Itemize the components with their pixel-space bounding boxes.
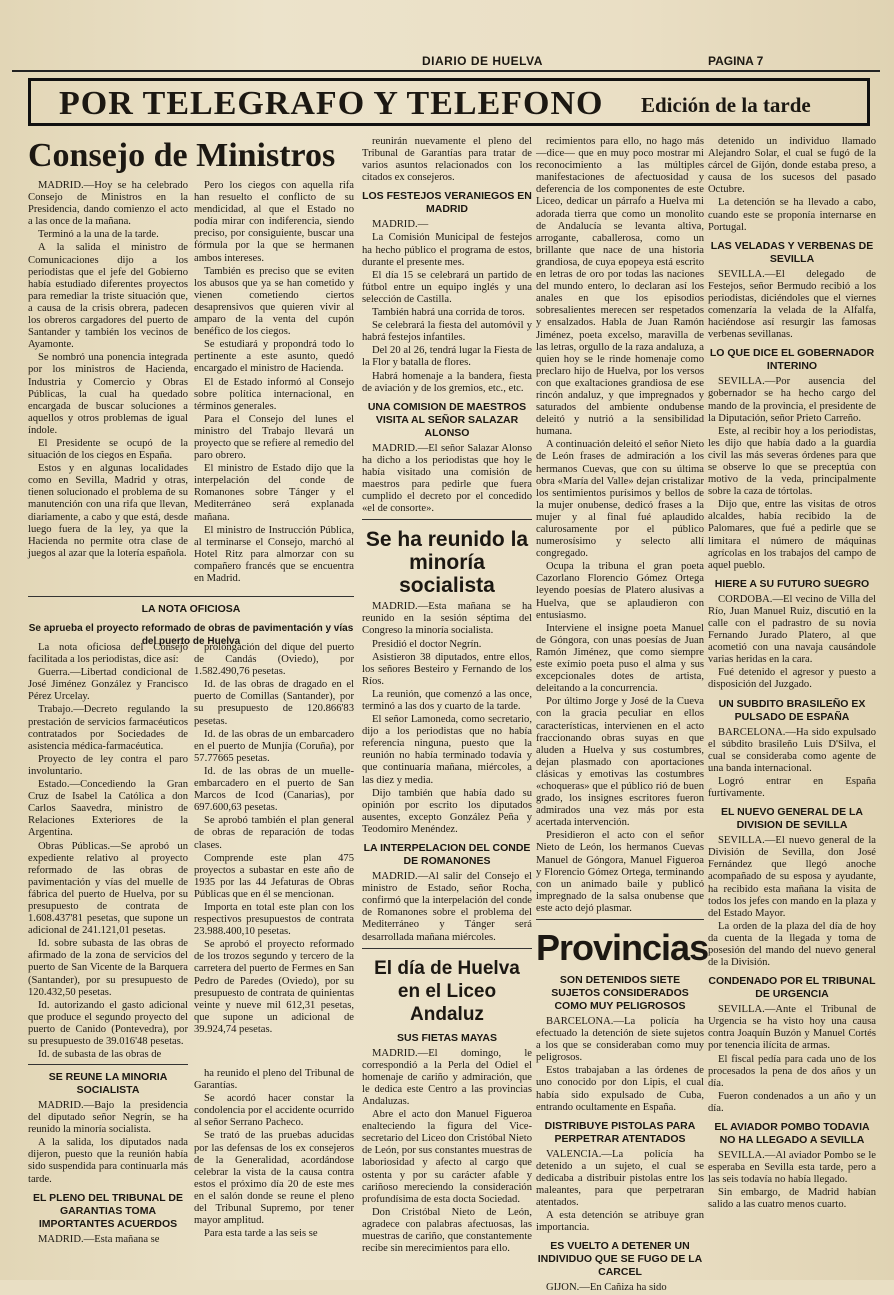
paragraph: SEVILLA.—El delegado de Festejos, señor Bermudo recibió a los periodistas, diciéndoles que el viernes comenzaría la velada de la Alfalfa, haciéndose así resurgir las famosas verbenas sevillanas.	[708, 268, 876, 341]
paragraph: MADRID.—Al salir del Consejo el ministro de Estado, señor Rocha, confirmó que la interpelación del conde de Romanones sobre el problema del Mediterráneo y Tánger será desarrollada mañana miércoles.	[362, 871, 532, 943]
gobernador-title: LO QUE DICE EL GOBERNADOR INTERINO	[709, 347, 875, 373]
minoria-socialista-title: Se ha reunido la minoría socialista	[365, 528, 529, 598]
column-3	[362, 136, 532, 1276]
paragraph: Trabajo.—Decreto regulando la prestación de servicios farmacéuticos contratados por Sociedades de asistencia médica-farmacéutica.	[28, 704, 188, 752]
paragraph: Para esta tarde a las seis se	[204, 1228, 318, 1240]
paragraph: SEVILLA.—El nuevo general de la División de Sevilla, don José Fernández que llegó anoche acompañado de su esposa y ayudante, ha recibido esta mañana la visita de todos los jefes con mando en la plaza y del Estado Mayor.	[708, 835, 876, 919]
paragraph: A continuación deleitó el señor Nieto de León frases de admiración a los hermanos Cuevas, que con su última obra «María del Valle» dejan cristalizar los sentimientos purísimos y bellos de la mujer onubense, dedicó frases a la mujer y al final fué aplaudido calurosamente por el público numerosísimo y selecto allí congregado.	[536, 439, 704, 560]
paragraph: recimientos para ello, no hago más —dice— que en muy poco mostrar mi reconocimiento a las múltiples manifestaciones de afectuosidad y deferencia de los componentes de este Liceo, dedicar un párrafo a Huelva mi adorada tierra que como un monolito de Andalucía se levanta altiva, arrogante, caballerosa, como un brillante que nace de una historia grandiosa, de cuya epopeya está escrito en letras de oro por todas las naciones del mundo entero, lo declaran así los anales en que los episodios sobresalientes merecen ser respetados y ensalzados. Habla de Juan Ramón Jiménez, poeta excelso, maravilla de las letras, orgullo de la raza andaluza, a quien hoy se le rinde homenaje como preclaro hijo de Huelva, por los versos con que exaltaciones grandiosa de ese rincón andaluz, y que impregnados y saturados del ambiente ondubense deleitó y nutrió a la sensibilidad humana.	[536, 136, 704, 438]
paragraph: Dijo que, entre las visitas de otros alcaldes, había recibido la de Palomares, que fué a pedirle que se limitara el número de máquinas agrícolas en los trabajos del campo de aquel pueblo.	[708, 499, 876, 571]
divider	[28, 1064, 188, 1065]
paragraph: Id. autorizando el gasto adicional que produce el segundo proyecto del puerto de Canido (Pontevedra), por su presupuesto de 39.016'48 pesetas.	[28, 999, 188, 1047]
nota-column-1	[28, 642, 188, 1061]
paragraph: Para el Consejo del lunes el ministro del Trabajo llevará un proyecto que se refiere al remedio del paro obrero.	[194, 413, 355, 462]
paragraph: VALENCIA.—La policía ha detenido a un sujeto, el cual se dedicaba a distribuir pistolas entre los maleantes, para que perpetraran atentados.	[536, 1148, 704, 1209]
paragraph: GIJON.—En Cañiza ha sido	[546, 1282, 667, 1294]
paragraph: Comprende este plan 475 proyectos a subastar en este año de 1935 por las 44 Jefaturas de Obras Públicas que en él se mencionan.	[194, 852, 354, 900]
paragraph: La Comisión Municipal de festejos ha hecho público el programa de estos, durante el presente mes.	[362, 232, 532, 268]
general-title: EL NUEVO GENERAL DE LA DIVISION DE SEVILLA	[721, 806, 863, 832]
paragraph: MADRID.—Esta mañana se ha reunido en la sesión séptima del Congreso la minoría socialista.	[362, 601, 532, 637]
divider	[536, 919, 704, 920]
paragraph: La reunión, que comenzó a las once, terminó a las dos y cuarto de la tarde.	[362, 688, 532, 712]
detenidos-title: SON DETENIDOS SIETE SUJETOS CONSIDERADOS COMO MUY PELIGROSOS	[551, 974, 689, 1012]
newspaper-name: DIARIO DE HUELVA	[422, 54, 543, 68]
nota-column-2	[194, 642, 354, 1052]
paragraph: CORDOBA.—El vecino de Villa del Río, Juan Manuel Ruiz, discutió en la calle con el padrastro de su novia Fernando Jurado Platero, al que acometió con una navaja causándole varias heridas en la cara.	[708, 593, 876, 666]
page-header	[12, 54, 880, 72]
paragraph: Fueron condenados a un año y un día.	[708, 1090, 876, 1114]
column-2	[194, 180, 354, 590]
paragraph: Guerra.—Libertad condicional de José Jiménez González y Francisco Pérez Urcelay.	[28, 667, 188, 703]
paragraph: La nota oficiosa del Consejo facilitada a los periodistas, dice así:	[28, 642, 188, 666]
veladas-title: LAS VELADAS Y VERBENAS DE SEVILLA	[710, 239, 874, 265]
paragraph: El fiscal pedía para cada uno de los procesados la pena de dos años y un día.	[708, 1053, 876, 1089]
festejos-title: LOS FESTEJOS VERANIEGOS EN MADRID	[362, 190, 532, 216]
section-banner	[28, 78, 870, 126]
paragraph: MADRID.—El domingo, le correspondió a la Perla del Odiel el homenaje de cariño y admiración, que le dedica este Centro a las provincias Andaluzas.	[362, 1047, 532, 1107]
paragraph: Asistieron 38 diputados, entre ellos, los señores Besteiro y Fernando de los Ríos.	[362, 651, 532, 687]
paragraph: reunirán nuevamente el pleno del Tribunal de Garantías para tratar de varios asuntos relacionados con los citados ex consejeros.	[362, 136, 532, 184]
paragraph: Se celebrará la fiesta del automóvil y habrá festejos infantiles.	[362, 320, 532, 344]
banner-title: POR TELEGRAFO Y TELEFONO	[59, 85, 604, 122]
fuga-title: ES VUELTO A DETENER UN INDIVIDUO QUE SE FUGO DE LA CARCEL	[537, 1240, 703, 1279]
paragraph: Se estudiará y propondrá todo lo pertinente a este asunto, quedó encargado el ministro de Hacienda.	[194, 339, 354, 375]
tribunal-title: EL PLENO DEL TRIBUNAL DE GARANTIAS TOMA IMPORTANTES ACUERDOS	[33, 1191, 183, 1230]
paragraph: Abre el acto don Manuel Figueroa enalteciendo la figura del Vice-secretario del Liceo don Cristóbal Nieto de León, por sus constantes muestras de laboriosidad y afecto al cargo que ostenta y por su carácter afable y cariñoso mereciendo la consideración profundísima de esta docta Sociedad.	[362, 1109, 532, 1205]
paragraph: Id. de las obras de un embarcadero en el puerto de Munjía (Coruña), por 57.77665 pesetas.	[194, 728, 354, 764]
divider	[28, 596, 354, 597]
paragraph: A la salida el ministro de Comunicaciones dijo a los periodistas que el jefe del Gobierno había estudiado diferentes proyectos para remediar la triste situación que, a causa de la crisis obrera, padecen los obreros cargadores del puerto de Santander y también los vecinos de Ayamonte.	[28, 242, 188, 351]
paragraph: MADRID.—Hoy se ha celebrado Consejo de Ministros en la Presidencia, dando comienzo el acto a las once de la mañana.	[28, 180, 188, 228]
paragraph: Pero los ciegos con aquella rifa han resuelto el conflicto de su mendicidad, al que el Estado no podía mirar con indiferencia, siendo preciso, por consiguiente, buscar una fórmula por la que se hermanen ambos intereses.	[194, 180, 354, 264]
paragraph: Estos y en algunas localidades como en Sevilla, Madrid y otras, tienen solucionado el problema de su manutención con una rifa que llevan, diariamente, a cabo y que está, desde luego fuera de la ley, ya que la Hacienda no permite otra clase de juegos al azar que la lotería española.	[28, 463, 188, 559]
column-5	[708, 136, 876, 1276]
paragraph: Se aprobó también el plan general de obras de reparación de todas clases.	[194, 815, 354, 851]
fiestas-subtitle: SUS FIETAS MAYAS	[397, 1031, 497, 1044]
paragraph: También es preciso que se eviten los abusos que ya se han cometido y vienen cometiendo ciertos desaprensivos que quieren vivir al amparo de la venta del cupón benéfico de los ciegos.	[194, 265, 354, 338]
paragraph: Logró entrar en España furtivamente.	[708, 775, 876, 800]
column-4	[536, 136, 709, 1294]
aviador-title: EL AVIADOR POMBO TODAVIA NO HA LLEGADO A SEVILLA	[714, 1121, 870, 1146]
nota-title: LA NOTA OFICIOSA	[141, 603, 241, 615]
interpelacion-title: LA INTERPELACION DEL CONDE DE ROMANONES	[363, 842, 531, 868]
paragraph: prolongación del dique del puerto de Candás (Oviedo), por 1.582.490,76 pesetas.	[194, 642, 354, 678]
comision-title: UNA COMISION DE MAESTROS VISITA AL SEÑOR SALAZAR ALONSO	[367, 400, 527, 439]
paragraph: Estado.—Concediendo la Gran Cruz de Isabel la Católica a don Carlos Saavedra, ministro de Relaciones Exteriores de la Argentina.	[28, 779, 188, 839]
paragraph: Habrá homenaje a la bandera, fiesta de aviación y de los gremios, etc., etc.	[362, 370, 532, 394]
paragraph: Del 20 al 26, tendrá lugar la Fiesta de la Flor y batalla de flores.	[362, 345, 532, 369]
paragraph: Terminó a la una de la tarde.	[38, 229, 159, 241]
paragraph: ha reunido el pleno del Tribunal de Garantías.	[194, 1068, 354, 1092]
divider	[362, 948, 532, 949]
paragraph: BARCELONA.—Ha sido expulsado el súbdito brasileño Luis D'Silva, el cual se consideraba como agente de una banda internacional.	[708, 726, 876, 774]
paragraph: Sin embargo, de Madrid habían salido a las cuatro menos cuarto.	[708, 1187, 876, 1211]
consejo-title: Consejo de Ministros	[28, 137, 336, 174]
paragraph: Este, al recibir hoy a los periodistas, les dijo que había dado a la guardia civil las más severas órdenes para que se observe lo que se preceptúa con motivo de la veda, principalmente sobre la caza de tórtolas.	[708, 425, 876, 498]
paragraph: Se nombró una ponencia integrada por los ministros de Hacienda, Industria y Comercio y Obras Públicas, la cual ha quedado encargada de buscar soluciones a aquellos y otros problemas de igual índole.	[28, 352, 188, 436]
edition-label: Edición de la tarde	[641, 93, 811, 117]
paragraph: MADRID.—Esta mañana se	[38, 1233, 160, 1245]
minoria-column-1	[28, 1060, 188, 1275]
paragraph: El ministro de Instrucción Pública, al terminarse el Consejo, marchó al Hotel Ritz para almorzar con su compañero francés que se encuentra en Madrid.	[194, 524, 354, 584]
paragraph: Se trató de las pruebas aducidas por las defensas de los ex consejeros de la Generalidad, acordándose celebrar la vista de la causa contra estos el próximo día 20 de este mes en el salón donde se reune el pleno del Tribunal Supremo, por tener mayor amplitud.	[194, 1130, 354, 1227]
paragraph: detenido un individuo llamado Alejandro Solar, el cual se fugó de la cárcel de Gijón, donde estaba preso, a causa de los sucesos del pasado Octubre.	[708, 136, 876, 196]
paragraph: A la salida, los diputados nada dijeron, puesto que la reunión había sido suspendida para continuarla más tarde.	[28, 1137, 188, 1185]
page-number: PAGINA 7	[708, 54, 764, 68]
paragraph: Presidieron el acto con el señor Nieto de León, los hermanos Cuevas Manuel de Góngora, Manuel Figueroa y Florencio Gómez Ortega, terminando con un animado baile y publicó impregnado de la salsa onubense que este acto dejó plasmar.	[536, 830, 704, 914]
paragraph: Presidió el doctor Negrín.	[372, 638, 482, 650]
paragraph: También habrá una corrida de toros.	[372, 307, 525, 319]
paragraph: El señor Lamoneda, como secretario, dijo a los periodistas que no había referencia ninguna, puesto que la reunión no había terminado todavía y que continuaría mañana, miércoles, a las diez y media.	[362, 714, 532, 786]
divider	[362, 519, 532, 520]
paragraph: Interviene el insigne poeta Manuel de Góngora, con unas poesías de Juan Ramón Jiménez, que como siempre este exímio poeta puso el alma y sus excepcionales dotes de artista, deleitando a la concurrencia.	[536, 622, 704, 695]
paragraph: Proyecto de ley contra el paro involuntario.	[28, 753, 188, 777]
paragraph: MADRID.—Bajo la presidencia del diputado señor Negrín, se ha reunido la minoría socialista.	[28, 1100, 188, 1136]
paragraph: Importa en total este plan con los respectivos presupuestos de contrata 23.988.400,10 pesetas.	[194, 901, 354, 938]
consejo-text-1	[28, 180, 188, 560]
paragraph: Estos trabajaban a las órdenes de uno conocido por don Lipis, el cual había sido expulsado de Cuba, entrando ocultamente en España.	[536, 1065, 704, 1113]
paragraph: Se aprobó el proyecto reformado de los trozos segundo y tercero de la carretera del puerto de Fermes en San Pedro de Paredes (Oviedo), por su presupuesto de contrata de quinientas veinte y nueve mil 612,31 pesetas, que supone un adicional de 39.924,74 pesetas.	[194, 939, 355, 1035]
pistolas-title: DISTRIBUYE PISTOLAS PARA PERPETRAR ATENTADOS	[544, 1119, 696, 1145]
brasileno-title: UN SUBDITO BRASILEÑO EX PULSADO DE ESPAÑA	[718, 697, 866, 723]
paragraph: Ocupa la tribuna el gran poeta Cazorlano Florencio Gómez Ortega leyendo poesías de Platero alusivas a Huelva, que se aplaudieron con entusiasmo.	[536, 561, 704, 621]
paragraph: Dijo también que había dado su opinión por escrito los diputados ausentes, excepto González Peña y Teodomiro Menéndez.	[362, 787, 532, 835]
paragraph: A esta detención se atribuye gran importancia.	[536, 1210, 704, 1234]
paragraph: Id. de las obras de dragado en el puerto de Comillas (Santander), por su presupuesto de 120.866'83 pesetas.	[194, 679, 354, 727]
paragraph: Obras Públicas.—Se aprobó un expediente relativo al proyecto reformado de las obras de pavimentación y vías del muelle de fábrica del puerto de Huelva, por su presupuesto de contrata de 1.608.437'81 pesetas, que supone un adicional de 241.121,01 pesetas.	[28, 840, 188, 937]
paragraph: Id. de las obras de un muelle-embarcadero en el puerto de San Marcos de Icod (Canarias), por 697.600,63 pesetas.	[194, 765, 354, 814]
paragraph: MADRID.—	[372, 219, 429, 231]
paragraph: Id. de subasta de las obras de	[38, 1049, 162, 1061]
paragraph: El día 15 se celebrará un partido de fútbol entre un equipo inglés y una selección de Castilla.	[362, 269, 532, 305]
paragraph: El Presidente se ocupó de la situación de los ciegos en España.	[28, 437, 188, 462]
provincias-title: Provincias	[536, 927, 709, 968]
nota-subtitle: Se aprueba el proyecto reformado de obras de pavimentación y vías del puerto de Huelva	[28, 623, 354, 647]
paragraph: Se acordó hacer constar la condolencia por el accidente ocurrido al señor Serrano Pacheco.	[194, 1093, 354, 1129]
paragraph: SEVILLA.—Por ausencia del gobernador se ha hecho cargo del mando de la provincia, el presidente de la Diputación, señor Prieto Carreño.	[708, 376, 876, 424]
paragraph: Fué detenido el agresor y puesto a disposición del Juzgado.	[708, 667, 876, 691]
paragraph: Id. sobre subasta de las obras de afirmado de la zona de servicios del puerto de San Vicente de la Barquera (Santander), por su presupuesto de 120.432,50 pesetas.	[28, 938, 188, 998]
paragraph: BARCELONA.—La policía ha efectuado la detención de siete sujetos a los que se consideraban como muy peligrosos.	[536, 1016, 704, 1064]
paragraph: La detención se ha llevado a cabo, cuando este se proponía internarse en Portugal.	[708, 197, 876, 233]
hiere-title: HIERE A SU FUTURO SUEGRO	[714, 577, 870, 590]
huelva-liceo-title: El día de Huelva en el Liceo Andaluz	[374, 957, 520, 1025]
paragraph: Don Cristóbal Nieto de León, agradece con palabras afectuosas, las muestras de cariño, que constantemente recibe sin merecimientos para ello.	[362, 1206, 532, 1255]
paragraph: MADRID.—El señor Salazar Alonso ha dicho a los periodistas que hoy le había visitado una comisión de maestros para pedirle que fuera cumplido el decreto por el concedido «el de consorte».	[362, 442, 532, 515]
paragraph: SEVILLA.—Al aviador Pombo se le esperaba en Sevilla esta tarde, pero a las seis todavía no había llegado.	[708, 1150, 876, 1186]
minoria-column-2	[194, 1068, 354, 1275]
paragraph: El de Estado informó al Consejo sobre política internacional, en términos generales.	[194, 376, 354, 412]
paragraph: Por último Jorge y José de la Cueva con la gracia peculiar en ellos características, intervienen en el acto fraccionando obras suyas en que aluden a Huelva y sus costumbres, dejan plasmado con aportaciones clásicas y emotivas las costumbres «choqueras» que el público rió de buen grado, los insignes escritores fueron admirados una vez más por esta acertada intervención.	[536, 696, 704, 829]
paragraph: SEVILLA.—Ante el Tribunal de Urgencia se ha visto hoy una causa contra Joaquín Buzón y Manuel Cortés por tenencia ilícita de armas.	[708, 1004, 876, 1052]
paragraph: La orden de la plaza del día de hoy da cuenta de la llegada y toma de posesión del mando del nuevo general de la División.	[708, 920, 876, 969]
paragraph: El ministro de Estado dijo que la interpelación del conde de Romanones sobre Tánger y el Mediterráneo será explanada mañana.	[194, 463, 354, 523]
minoria-title: SE REUNE LA MINORIA SOCIALISTA	[48, 1071, 168, 1096]
condenado-title: CONDENADO POR EL TRIBUNAL DE URGENCIA	[708, 975, 876, 1001]
